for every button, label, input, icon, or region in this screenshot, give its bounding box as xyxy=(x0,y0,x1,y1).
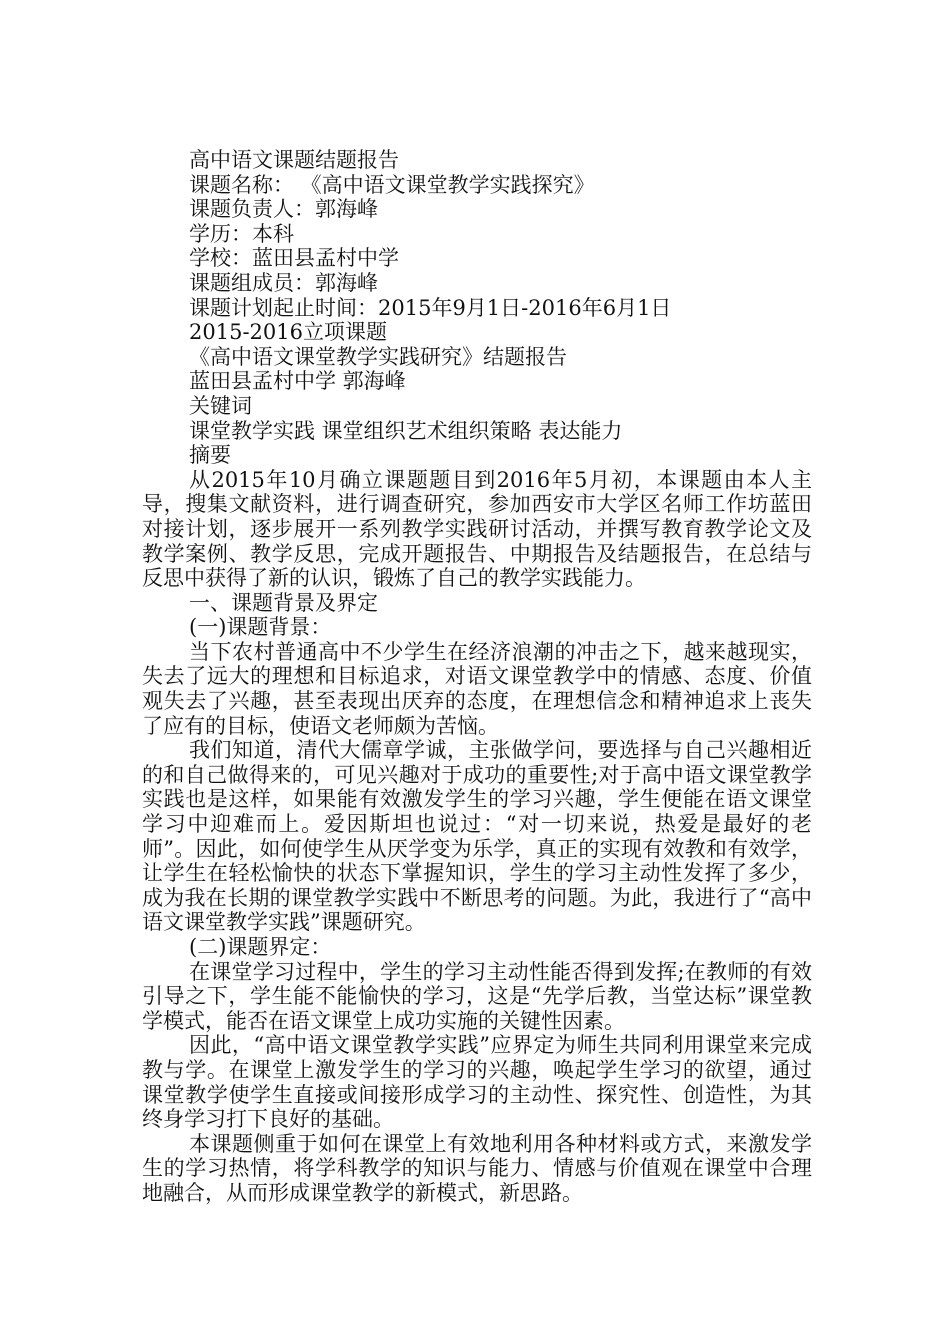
project-name: 课题名称： 《高中语文课堂教学实践探究》 xyxy=(189,172,595,197)
report-subtitle: 《高中语文课堂教学实践研究》结题报告 xyxy=(189,344,567,369)
definition-paragraph-1: 在课堂学习过程中，学生的学习主动性能否得到发挥;在教师的有效引导之下，学生能不能愉快的学习，这是“先学后教，当堂达标”课堂教学模式，能否在语文课堂上成功实施的关键性因素。 xyxy=(142,959,812,1033)
definition-paragraph-2: 因此，“高中语文课堂教学实践”应界定为师生共同利用课堂来完成教与学。在课堂上激发学生的学习的兴趣，唤起学生学习的欲望，通过课堂教学使学生直接或间接形成学习的主动性、探究性、创造性，为其终身学习打下良好的基础。 xyxy=(142,1033,812,1132)
project-period: 课题计划起止时间：2015年9月1日-2016年6月1日 xyxy=(189,295,672,320)
keywords: 课堂教学实践 课堂组织艺术组织策略 表达能力 xyxy=(189,418,623,443)
keywords-heading: 关键词 xyxy=(189,393,252,418)
author-line: 蓝田县孟村中学 郭海峰 xyxy=(189,369,406,394)
project-year: 2015-2016立项课题 xyxy=(189,320,387,345)
document-body xyxy=(142,148,812,1206)
subsection-heading-definition: (二)课题界定： xyxy=(189,935,332,959)
education: 学历：本科 xyxy=(189,221,294,246)
definition-paragraph-3: 本课题侧重于如何在课堂上有效地利用各种材料或方式，来激发学生的学习热情，将学科教学的知识与能力、情感与价值观在课堂中合理地融合，从而形成课堂教学的新模式，新思路。 xyxy=(142,1131,812,1205)
project-leader: 课题负责人：郭海峰 xyxy=(189,197,378,222)
team-members: 课题组成员：郭海峰 xyxy=(189,270,378,295)
background-paragraph-1: 当下农村普通高中不少学生在经济浪潮的冲击之下，越来越现实，失去了远大的理想和目标追求，对语文课堂教学中的情感、态度、价值观失去了兴趣，甚至表现出厌弃的态度，在理想信念和精神追求上丧失了应有的目标，使语文老师颇为苦恼。 xyxy=(142,639,812,738)
abstract-heading: 摘要 xyxy=(189,443,231,468)
section-heading-background: 一、课题背景及界定 xyxy=(189,590,378,615)
abstract-paragraph: 从2015年10月确立课题题目到2016年5月初，本课题由本人主导，搜集文献资料，进行调查研究，参加西安市大学区名师工作坊蓝田对接计划，逐步展开一系列教学实践研讨活动，并撰写教育教学论文及教学案例、教学反思，完成开题报告、中期报告及结题报告，在总结与反思中获得了新的认识，锻炼了自己的教学实践能力。 xyxy=(142,467,812,591)
report-title: 高中语文课题结题报告 xyxy=(189,148,399,172)
subsection-heading-background: (一)课题背景： xyxy=(189,615,332,640)
background-paragraph-2: 我们知道，清代大儒章学诚，主张做学问，要选择与自己兴趣相近的和自己做得来的，可见兴趣对于成功的重要性;对于高中语文课堂教学实践也是这样，如果能有效激发学生的学习兴趣，学生便能在语文课堂学习中迎难而上。爱因斯坦也说过：“对一切来说，热爱是最好的老师”。因此，如何使学生从厌学变为乐学，真正的实现有效教和有效学，让学生在轻松愉快的状态下掌握知识，学生的学习主动性发挥了多少，成为我在长期的课堂教学实践中不断思考的问题。为此，我进行了“高中语文课堂教学实践”课题研究。 xyxy=(142,738,812,935)
school: 学校：蓝田县孟村中学 xyxy=(189,246,399,271)
